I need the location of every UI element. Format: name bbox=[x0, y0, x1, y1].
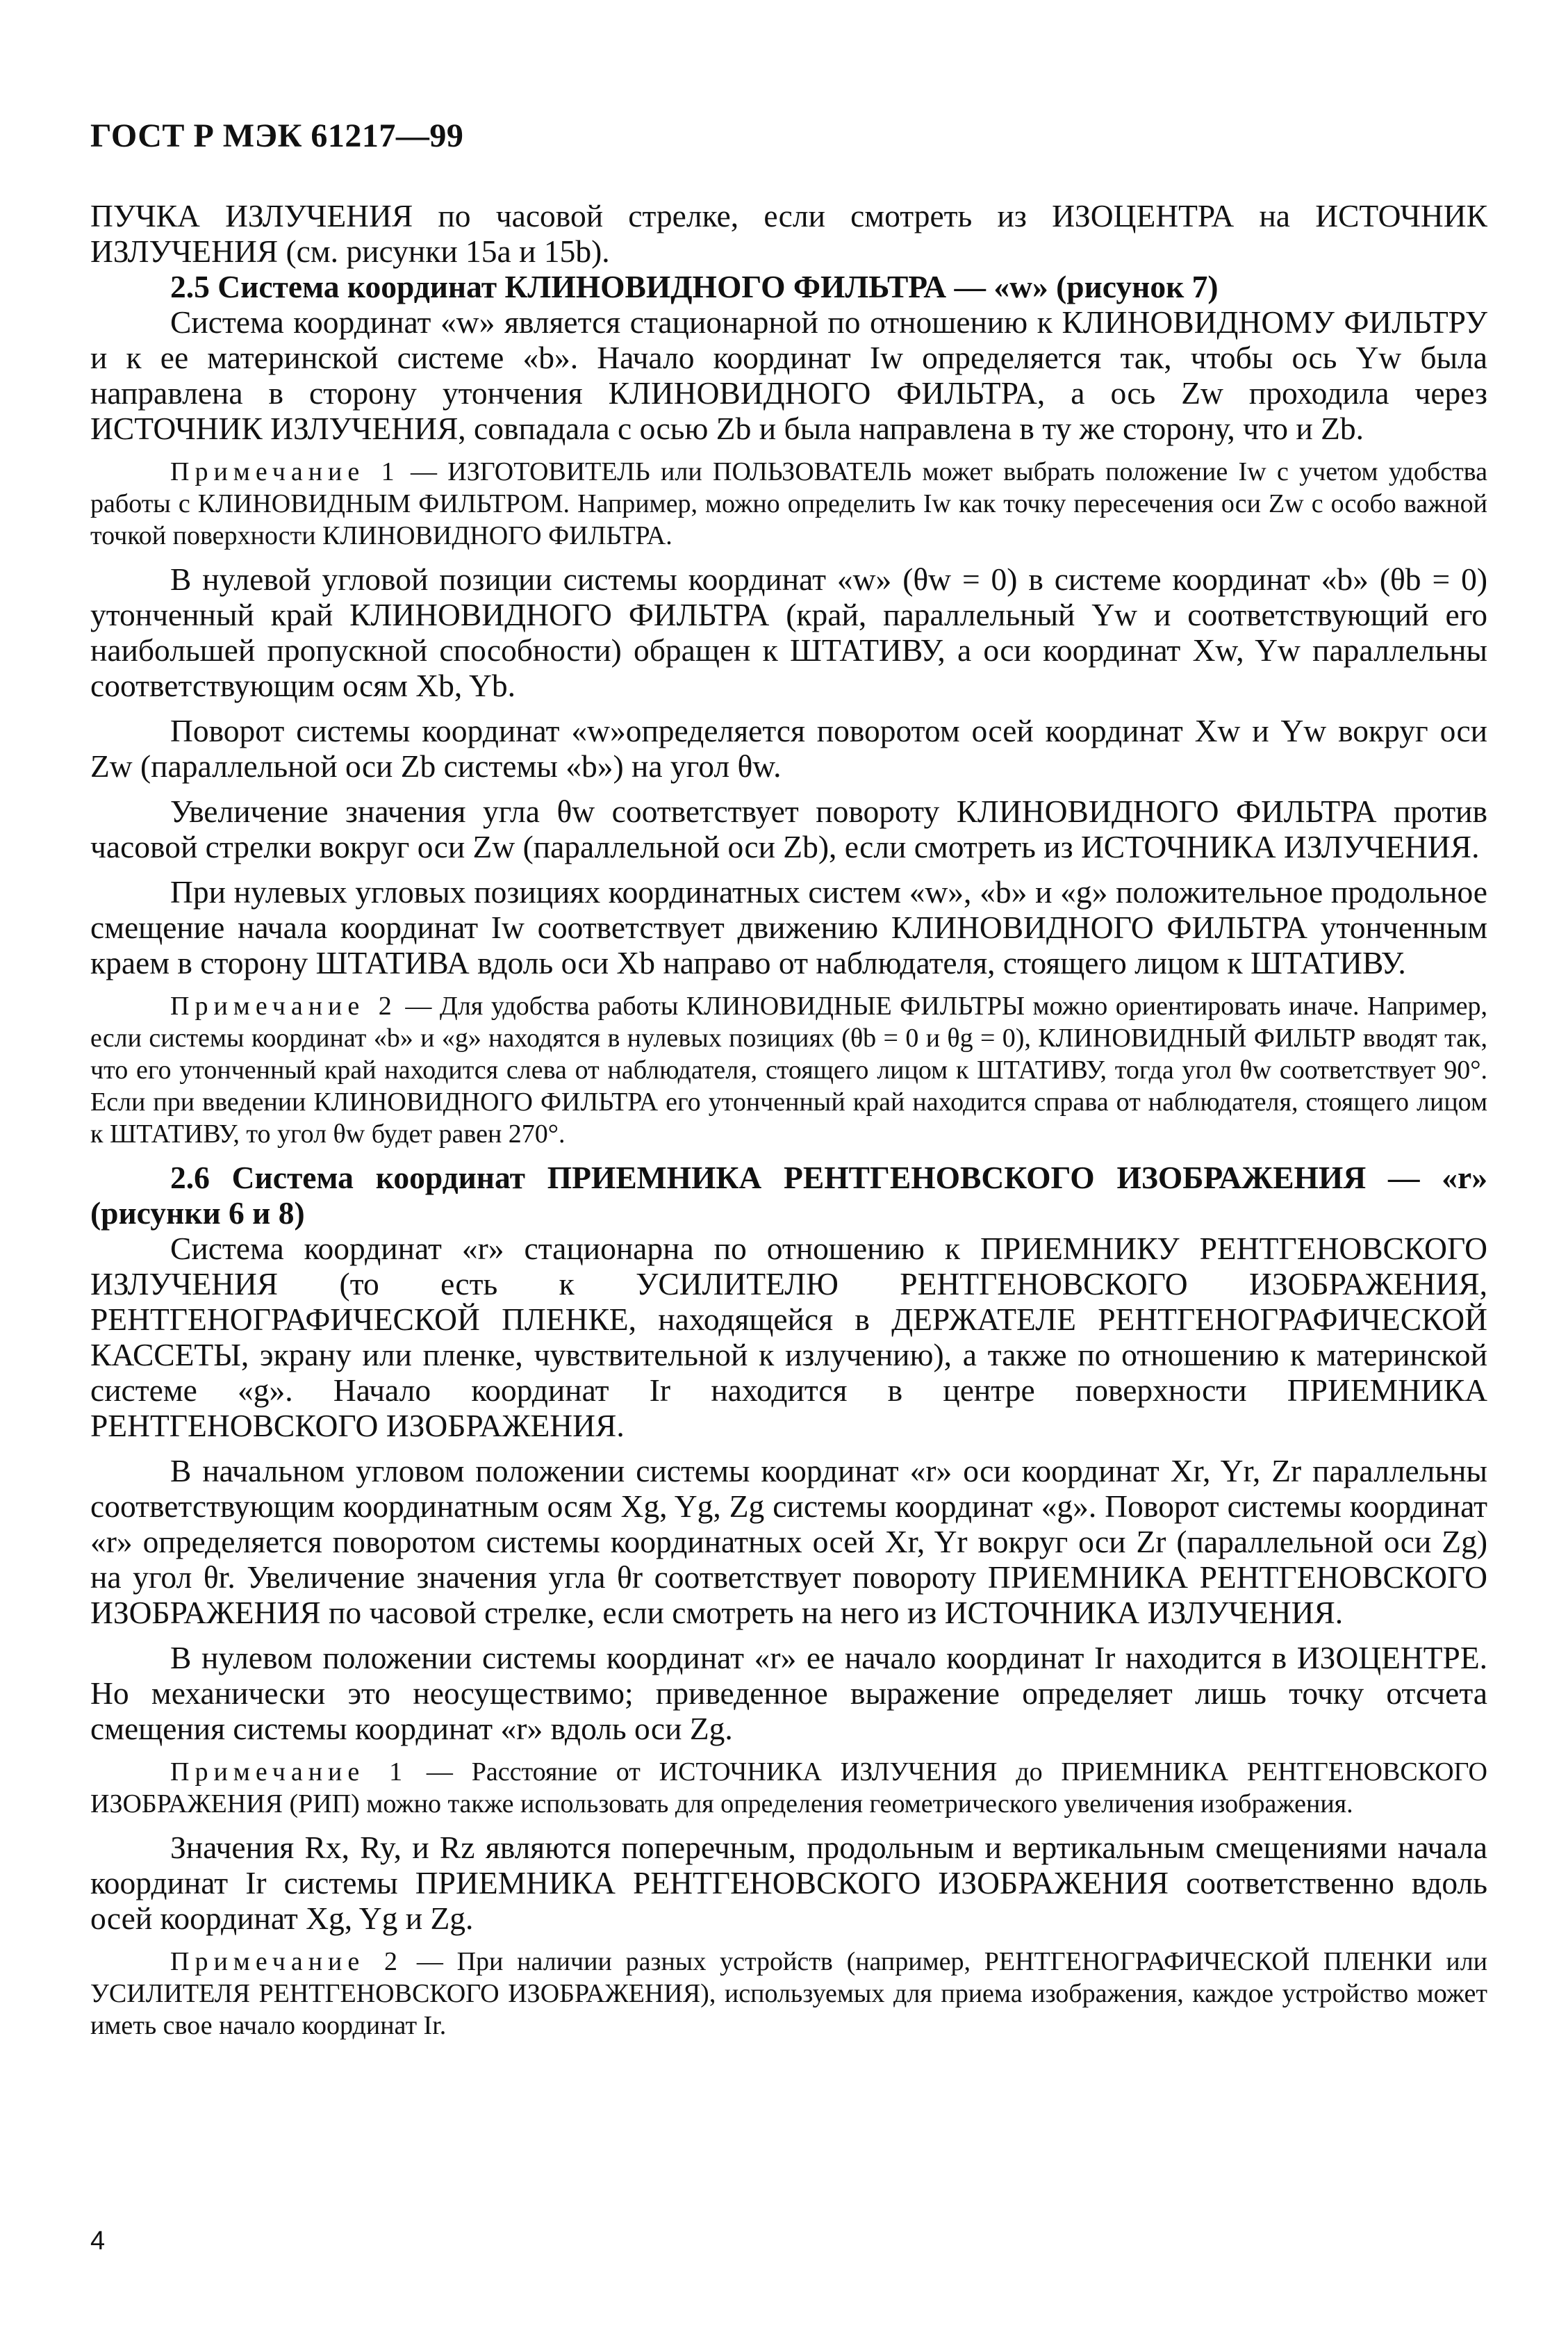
note-label: Примечание 1 bbox=[170, 1757, 408, 1787]
note-label: Примечание 2 bbox=[170, 1947, 404, 1976]
note-label: Примечание 1 bbox=[170, 457, 400, 486]
section-2-5-paragraph-4: Увеличение значения угла θw соответствует повороту КЛИНОВИДНОГО ФИЛЬТРА против часовой стрелки вокруг оси Zw (параллельной оси Zb), если смотреть из ИСТОЧНИКА ИЗЛУЧЕНИЯ. bbox=[90, 794, 1487, 864]
section-2-5-note-1 bbox=[90, 456, 1487, 552]
section-2-5-paragraph-3: Поворот системы координат «w»определяется поворотом осей координат Xw и Yw вокруг оси Zw (параллельной оси Zb системы «b») на угол θw. bbox=[90, 713, 1487, 784]
note-text: — При наличии разных устройств (например, РЕНТГЕНОГРАФИЧЕСКОЙ ПЛЕНКИ или УСИЛИТЕЛЯ РЕНТГЕНОВСКОГО ИЗОБРАЖЕНИЯ), используемых для приема изображения, каждое устройство может иметь свое начало координат Ir. bbox=[90, 1947, 1487, 2040]
section-2-6-paragraph-1: Система координат «r» стационарна по отношению к ПРИЕМНИКУ РЕНТГЕНОВСКОГО ИЗЛУЧЕНИЯ (то есть к УСИЛИТЕЛЮ РЕНТГЕНОВСКОГО ИЗОБРАЖЕНИЯ, РЕНТГЕНОГРАФИЧЕСКОЙ ПЛЕНКЕ, находящейся в ДЕРЖАТЕЛЕ РЕНТГЕНОГРАФИЧЕСКОЙ КАССЕТЫ, экрану или пленке, чувствительной к излучению), а также по отношению к материнской системе «g». Начало координат Ir находится в центре поверхности ПРИЕМНИКА РЕНТГЕНОВСКОГО ИЗОБРАЖЕНИЯ. bbox=[90, 1231, 1487, 1443]
section-2-5-paragraph-2: В нулевой угловой позиции системы координат «w» (θw = 0) в системе координат «b» (θb = 0) утонченный край КЛИНОВИДНОГО ФИЛЬТРА (край, параллельный Yw и соответствующий его наибольшей пропускной способности) обращен к ШТАТИВУ, а оси координат Xw, Yw параллельны соответствующим осям Xb, Yb. bbox=[90, 561, 1487, 703]
page-number: 4 bbox=[90, 2226, 106, 2256]
note-text: — ИЗГОТОВИТЕЛЬ или ПОЛЬЗОВАТЕЛЬ может выбрать положение Iw с учетом удобства работы с КЛИНОВИДНЫМ ФИЛЬТРОМ. Например, можно определить Iw как точку пересечения оси Zw с особо важной точкой поверхности КЛИНОВИДНОГО ФИЛЬТРА. bbox=[90, 457, 1487, 550]
note-text: — Расстояние от ИСТОЧНИКА ИЗЛУЧЕНИЯ до ПРИЕМНИКА РЕНТГЕНОВСКОГО ИЗОБРАЖЕНИЯ (РИП) можно также использовать для определения геометрического увеличения изображения. bbox=[90, 1757, 1487, 1819]
note-text: — Для удобства работы КЛИНОВИДНЫЕ ФИЛЬТРЫ можно ориентировать иначе. Например, если системы координат «b» и «g» находятся в нулевых позициях (θb = 0 и θg = 0), КЛИНОВИДНЫЙ ФИЛЬТР вводят так, что его утонченный край находится слева от наблюдателя, стоящего лицом к ШТАТИВУ, тогда угол θw соответствует 90°. Если при введении КЛИНОВИДНОГО ФИЛЬТРА его утонченный край находится справа от наблюдателя, стоящего лицом к ШТАТИВУ, то угол θw будет равен 270°. bbox=[90, 992, 1487, 1149]
section-2-6-note-2 bbox=[90, 1946, 1487, 2042]
section-2-6-note-1 bbox=[90, 1756, 1487, 1820]
section-2-6-paragraph-4: Значения Rx, Ry, и Rz являются поперечным, продольным и вертикальным смещениями начала координат Ir системы ПРИЕМНИКА РЕНТГЕНОВСКОГО ИЗОБРАЖЕНИЯ соответственно вдоль осей координат Xg, Yg и Zg. bbox=[90, 1830, 1487, 1936]
section-2-5-paragraph-5: При нулевых угловых позициях координатных систем «w», «b» и «g» положительное продольное смещение начала координат Iw соответствует движению КЛИНОВИДНОГО ФИЛЬТРА утонченным краем в сторону ШТАТИВА вдоль оси Xb направо от наблюдателя, стоящего лицом к ШТАТИВУ. bbox=[90, 874, 1487, 980]
section-2-5-paragraph-1: Система координат «w» является стационарной по отношению к КЛИНОВИДНОМУ ФИЛЬТРУ и к ее материнской системе «b». Начало координат Iw определяется так, чтобы ось Yw была направлена в сторону утончения КЛИНОВИДНОГО ФИЛЬТРА, а ось Zw проходила через ИСТОЧНИК ИЗЛУЧЕНИЯ, совпадала с осью Zb и была направлена в ту же сторону, что и Zb. bbox=[90, 304, 1487, 446]
continued-paragraph: ПУЧКА ИЗЛУЧЕНИЯ по часовой стрелке, если смотреть из ИЗОЦЕНТРА на ИСТОЧНИК ИЗЛУЧЕНИЯ (см. рисунки 15а и 15b). bbox=[90, 198, 1487, 269]
section-2-6-paragraph-3: В нулевом положении системы координат «r» ее начало координат Ir находится в ИЗОЦЕНТРЕ. Но механически это неосуществимо; приведенное выражение определяет лишь точку отсчета смещения системы координат «r» вдоль оси Zg. bbox=[90, 1640, 1487, 1746]
section-2-5-note-2 bbox=[90, 990, 1487, 1150]
section-2-5-title: 2.5 Система координат КЛИНОВИДНОГО ФИЛЬТРА — «w» (рисунок 7) bbox=[170, 269, 1219, 304]
note-label: Примечание 2 bbox=[170, 992, 397, 1021]
section-2-6-title: 2.6 Система координат ПРИЕМНИКА РЕНТГЕНОВСКОГО ИЗОБРАЖЕНИЯ — «r» (рисунки 6 и 8) bbox=[90, 1160, 1487, 1231]
section-2-6-paragraph-2: В начальном угловом положении системы координат «r» оси координат Xr, Yr, Zr параллельны соответствующим координатным осям Xg, Yg, Zg системы координат «g». Поворот системы координат «r» определяется поворотом системы координатных осей Xr, Yr вокруг оси Zr (параллельной оси Zg) на угол θr. Увеличение значения угла θr соответствует повороту ПРИЕМНИКА РЕНТГЕНОВСКОГО ИЗОБРАЖЕНИЯ по часовой стрелке, если смотреть на него из ИСТОЧНИКА ИЗЛУЧЕНИЯ. bbox=[90, 1453, 1487, 1630]
document-header: ГОСТ Р МЭК 61217—99 bbox=[90, 117, 464, 154]
